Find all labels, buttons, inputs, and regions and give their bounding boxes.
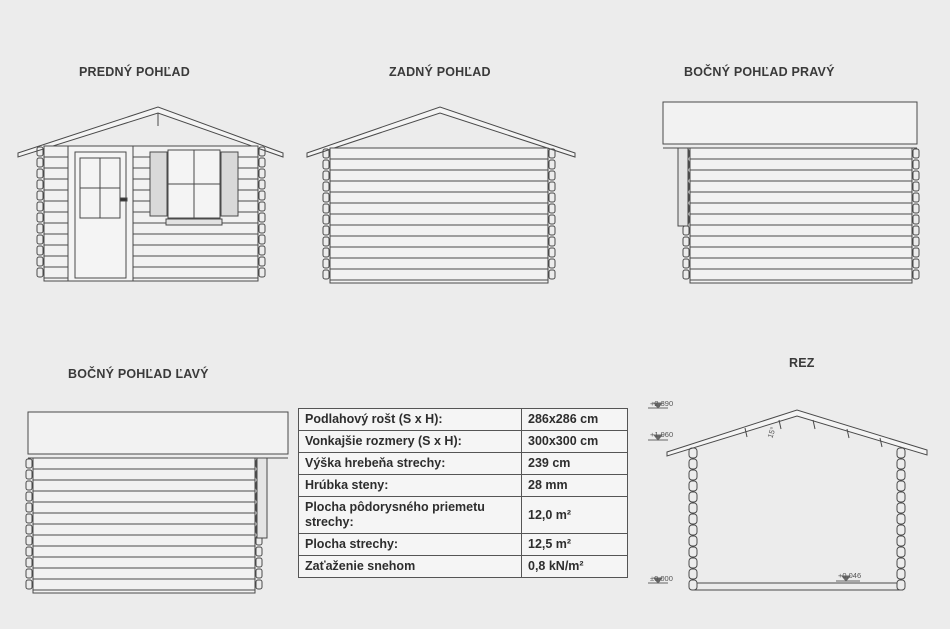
shutter-right (221, 152, 238, 216)
log-end (913, 270, 919, 279)
log-end (913, 248, 919, 257)
spec-value: 286x286 cm (522, 409, 628, 431)
log-end (259, 180, 265, 189)
log-end (323, 171, 329, 180)
section-view-title: REZ (789, 356, 815, 370)
log-end (259, 213, 265, 222)
log-end (323, 182, 329, 191)
front-elevation (18, 107, 283, 281)
log-profile (897, 503, 905, 513)
log-end (259, 235, 265, 244)
section-roof (667, 410, 927, 456)
table-row (299, 453, 628, 475)
log-end (37, 180, 43, 189)
specifications-table (298, 408, 628, 578)
spec-value: 239 cm (522, 453, 628, 475)
right-side-view-title: BOČNÝ POHĽAD PRAVÝ (684, 65, 835, 79)
level-eave-label: +1,960 (650, 430, 674, 439)
log-end (913, 259, 919, 268)
log-end (256, 580, 262, 589)
log-profile (689, 492, 697, 502)
log-end (259, 224, 265, 233)
level-markers (648, 403, 860, 583)
log-end (549, 237, 555, 246)
log-end (37, 257, 43, 266)
log-end (37, 268, 43, 277)
spec-value: 0,8 kN/m² (522, 556, 628, 578)
log-end (37, 224, 43, 233)
log-profile (689, 536, 697, 546)
log-profile (689, 459, 697, 469)
back-elevation (307, 107, 575, 283)
section-wall-right (897, 448, 905, 590)
log-profile (897, 547, 905, 557)
log-end (913, 171, 919, 180)
log-end (549, 193, 555, 202)
log-profile (897, 525, 905, 535)
right-roof (663, 102, 917, 144)
log-end (259, 202, 265, 211)
log-end (549, 182, 555, 191)
log-end (37, 169, 43, 178)
door-handle-icon (120, 198, 127, 201)
log-end (913, 193, 919, 202)
left-side-view-title: BOČNÝ POHĽAD ĽAVÝ (68, 367, 209, 381)
log-end (26, 547, 32, 556)
log-profile (897, 492, 905, 502)
table-row (299, 497, 628, 534)
log-profile (897, 459, 905, 469)
log-end (549, 171, 555, 180)
log-end (256, 547, 262, 556)
log-end (549, 215, 555, 224)
log-end (683, 248, 689, 257)
log-end (259, 158, 265, 167)
log-end (913, 204, 919, 213)
log-end (683, 259, 689, 268)
log-end (913, 215, 919, 224)
left-wall (33, 458, 255, 593)
log-end (26, 481, 32, 490)
log-profile (897, 481, 905, 491)
log-end (37, 213, 43, 222)
log-end (26, 580, 32, 589)
log-end (26, 536, 32, 545)
log-end (683, 226, 689, 235)
right-side-elevation (663, 102, 919, 283)
log-end (26, 503, 32, 512)
log-end (26, 525, 32, 534)
log-end (549, 160, 555, 169)
table-row (299, 409, 628, 431)
log-end (323, 248, 329, 257)
spec-label: Zaťaženie snehom (299, 556, 522, 578)
log-end (913, 237, 919, 246)
log-end (913, 182, 919, 191)
roof-angle-label: 15° (765, 425, 778, 440)
log-end (323, 226, 329, 235)
log-end (256, 558, 262, 567)
back-view-title: ZADNÝ POHĽAD (389, 65, 491, 79)
log-end (549, 226, 555, 235)
log-end (683, 270, 689, 279)
section-drawing (648, 403, 927, 590)
spec-label: Hrúbka steny: (299, 475, 522, 497)
log-end (37, 202, 43, 211)
log-end (256, 569, 262, 578)
spec-label: Plocha pôdorysného priemetu strechy: (299, 497, 522, 534)
section-wall-left (689, 448, 697, 590)
back-wall (330, 148, 548, 283)
log-profile (689, 448, 697, 458)
left-side-elevation (26, 412, 288, 593)
log-profile (689, 580, 697, 590)
log-end (549, 204, 555, 213)
spec-value: 12,0 m² (522, 497, 628, 534)
log-end (549, 248, 555, 257)
front-view-title: PREDNÝ POHĽAD (79, 65, 190, 79)
log-end (323, 215, 329, 224)
log-profile (897, 514, 905, 524)
level-base-label: ±0,000 (650, 574, 673, 583)
log-end (259, 191, 265, 200)
log-profile (897, 569, 905, 579)
log-profile (689, 547, 697, 557)
shutter-left (150, 152, 167, 216)
log-end (37, 246, 43, 255)
spec-label: Vonkajšie rozmery (S x H): (299, 431, 522, 453)
log-end (26, 459, 32, 468)
log-profile (689, 514, 697, 524)
log-profile (689, 481, 697, 491)
log-end (259, 257, 265, 266)
log-profile (689, 569, 697, 579)
log-end (323, 193, 329, 202)
log-end (259, 268, 265, 277)
log-end (549, 259, 555, 268)
log-end (37, 191, 43, 200)
log-profile (897, 580, 905, 590)
log-profile (689, 503, 697, 513)
log-end (323, 237, 329, 246)
log-end (37, 158, 43, 167)
log-end (323, 270, 329, 279)
spec-value: 12,5 m² (522, 534, 628, 556)
log-profile (897, 536, 905, 546)
log-profile (689, 558, 697, 568)
log-end (26, 470, 32, 479)
table-row (299, 556, 628, 578)
log-end (26, 569, 32, 578)
log-end (913, 149, 919, 158)
right-wall (690, 148, 912, 283)
log-end (259, 169, 265, 178)
log-profile (897, 448, 905, 458)
table-row (299, 534, 628, 556)
log-end (683, 237, 689, 246)
log-end (323, 204, 329, 213)
table-row (299, 475, 628, 497)
log-end (26, 492, 32, 501)
spec-label: Plocha strechy: (299, 534, 522, 556)
log-end (549, 270, 555, 279)
log-end (26, 514, 32, 523)
log-profile (689, 470, 697, 480)
left-roof (28, 412, 288, 454)
spec-label: Podlahový rošt (S x H): (299, 409, 522, 431)
spec-value: 28 mm (522, 475, 628, 497)
log-profile (689, 525, 697, 535)
level-floor-label: +0,046 (838, 571, 862, 580)
log-profile (897, 470, 905, 480)
log-end (37, 235, 43, 244)
spec-label: Výška hrebeňa strechy: (299, 453, 522, 475)
log-end (26, 558, 32, 567)
log-end (913, 160, 919, 169)
log-profile (897, 558, 905, 568)
log-end (323, 259, 329, 268)
table-row (299, 431, 628, 453)
log-end (323, 160, 329, 169)
level-top-label: +2,390 (650, 399, 674, 408)
spec-value: 300x300 cm (522, 431, 628, 453)
log-end (913, 226, 919, 235)
log-end (259, 246, 265, 255)
